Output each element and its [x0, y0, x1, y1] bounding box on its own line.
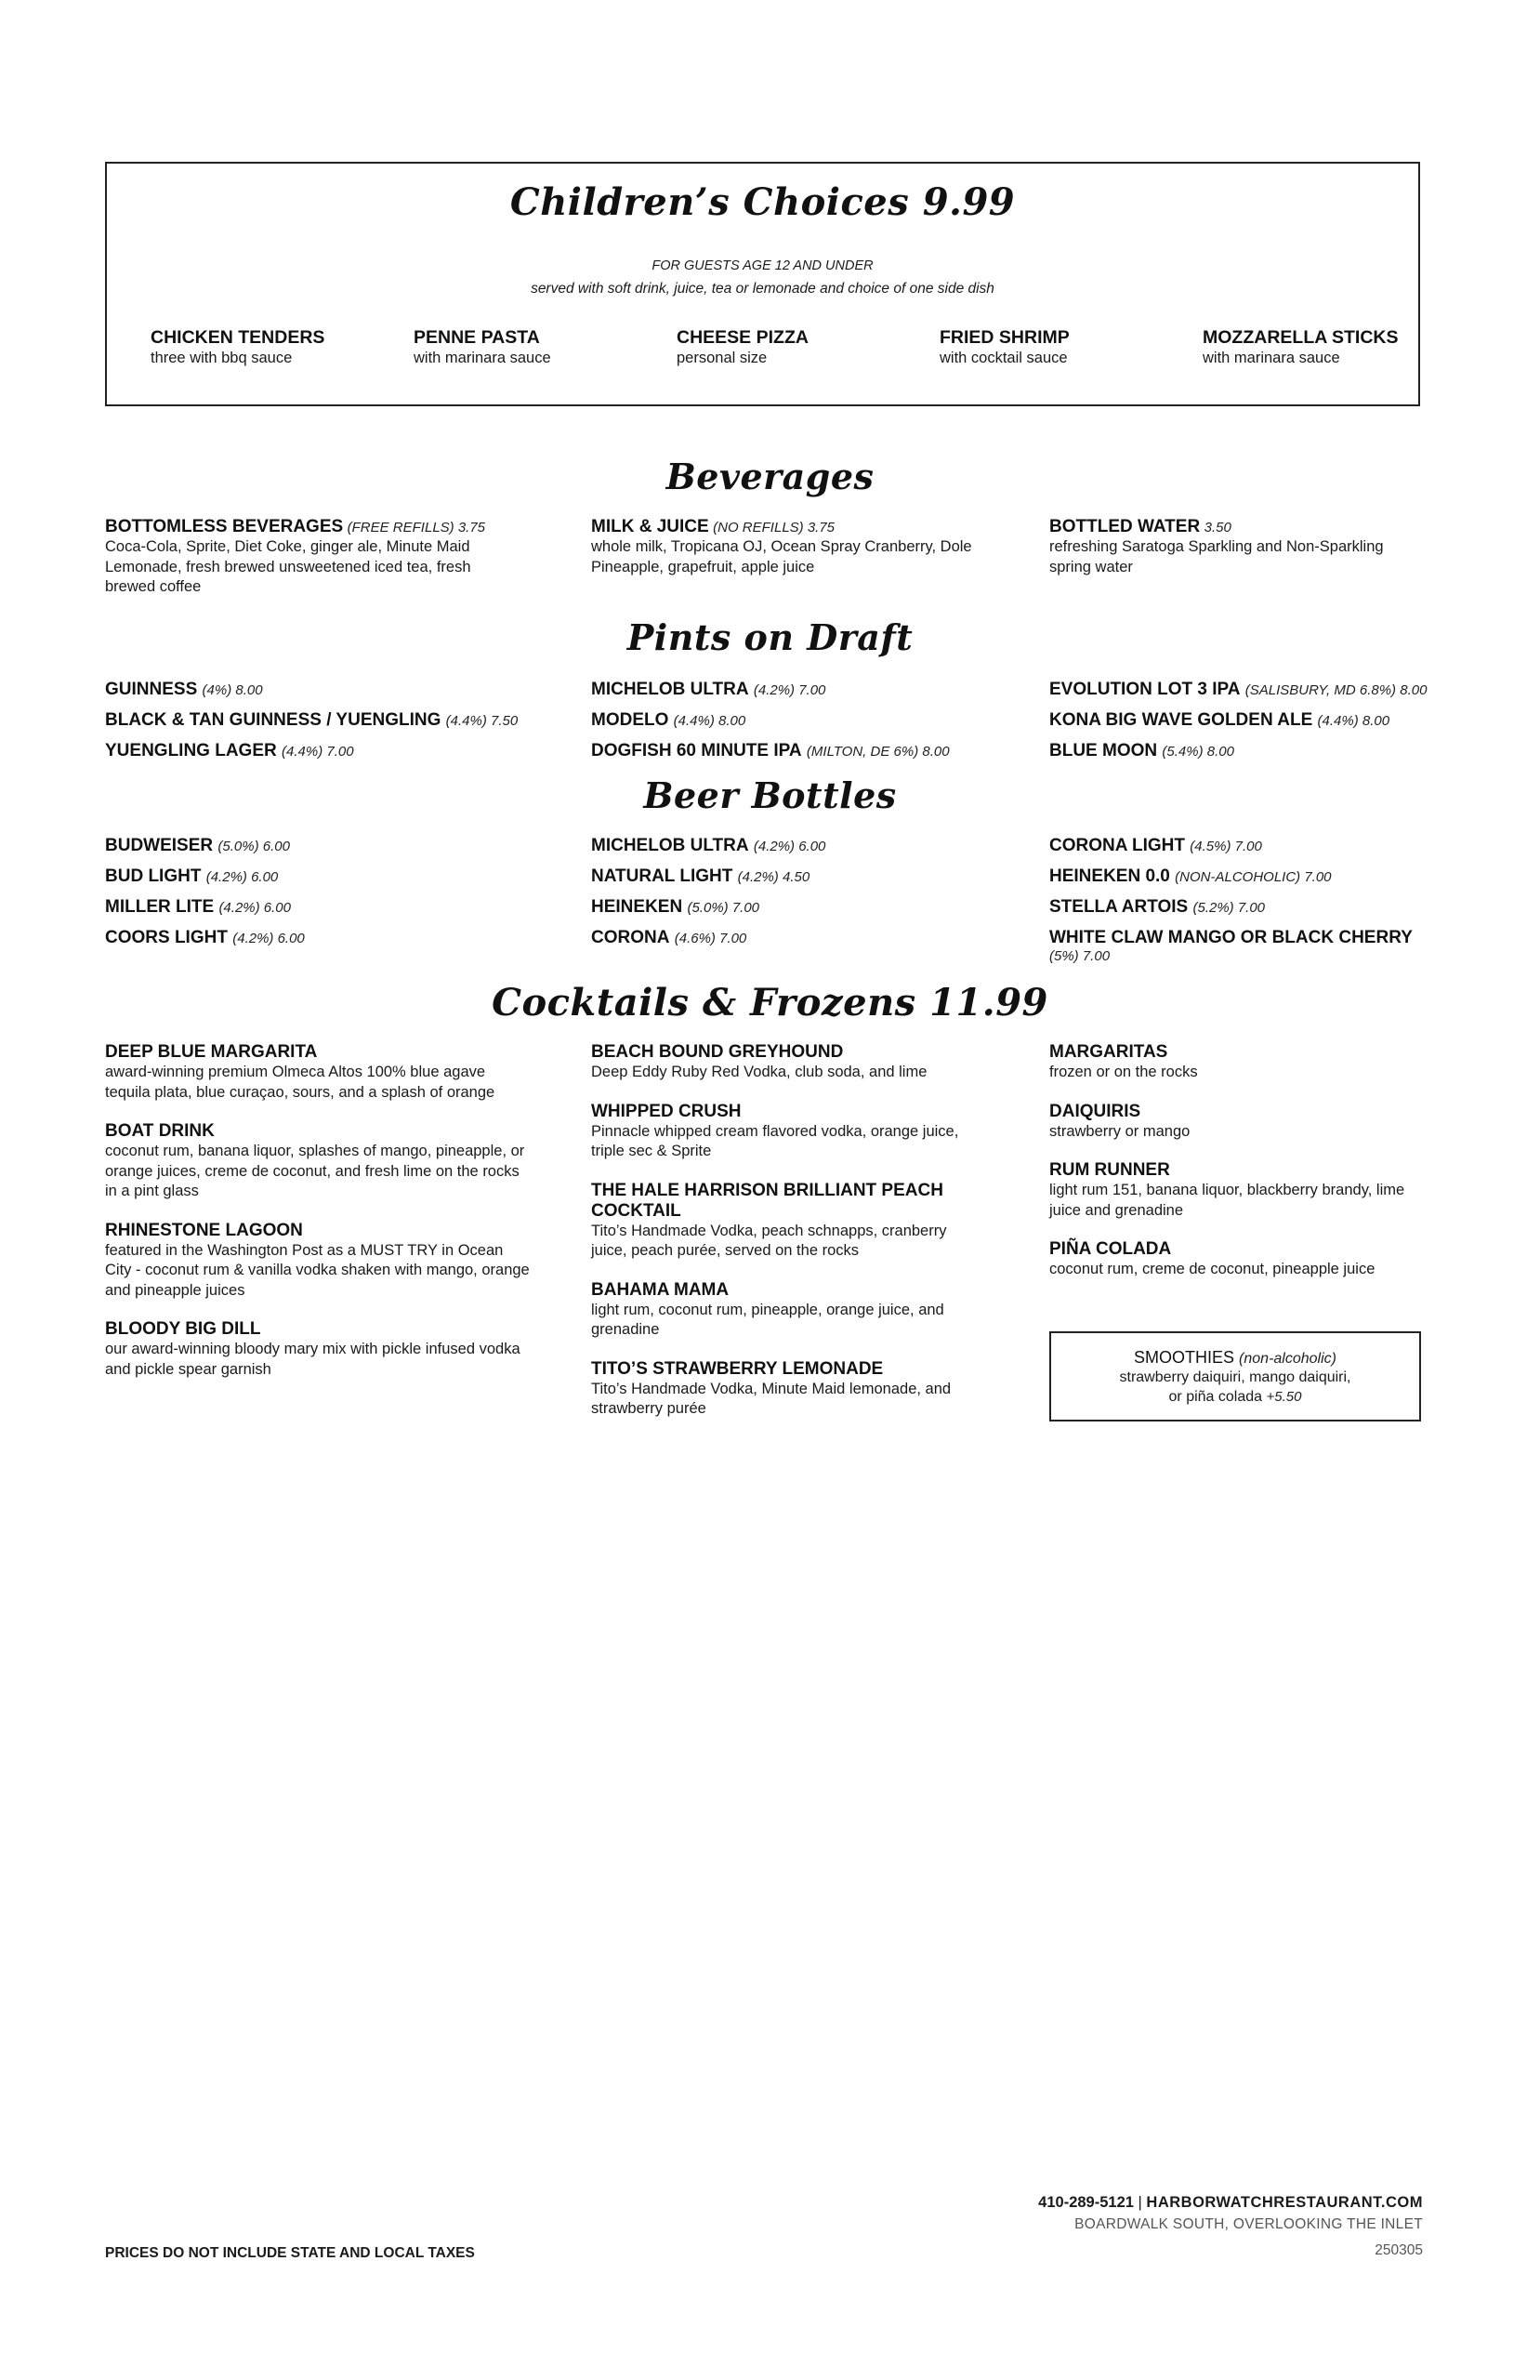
- cocktail-name: BOAT DRINK: [105, 1121, 215, 1141]
- bottle-item: [1049, 836, 1505, 856]
- bottles-column-1: [105, 836, 560, 959]
- kids-item: [151, 327, 401, 369]
- bottle-item: [591, 897, 1046, 918]
- draft-price: (4.4%) 7.50: [445, 713, 519, 729]
- kids-item-desc: personal size: [677, 350, 768, 366]
- beverage-price: (FREE REFILLS) 3.75: [347, 520, 486, 536]
- bottles-column-3: [1049, 836, 1505, 964]
- bottle-price: (4.2%) 6.00: [232, 931, 305, 946]
- footer-website[interactable]: HARBORWATCHRESTAURANT.COM: [1146, 2194, 1423, 2211]
- cocktail-desc: Deep Eddy Ruby Red Vodka, club soda, and lime: [591, 1064, 928, 1080]
- draft-item: [1049, 741, 1505, 761]
- cocktail-desc: light rum 151, banana liquor, blackberry brandy, lime juice and grenadine: [1049, 1182, 1405, 1219]
- smoothies-note: (non-alcoholic): [1239, 1351, 1336, 1367]
- kids-item-name: CHICKEN TENDERS: [151, 327, 325, 348]
- cocktail-item: [105, 1319, 533, 1380]
- bottle-name: WHITE CLAW MANGO OR BLACK CHERRY: [1049, 928, 1413, 947]
- bottle-name: COORS LIGHT: [105, 928, 228, 947]
- cocktail-name: RHINESTONE LAGOON: [105, 1220, 303, 1240]
- cocktail-desc: Tito’s Handmade Vodka, Minute Maid lemonade, and strawberry purée: [591, 1380, 952, 1417]
- bottle-name: MILLER LITE: [105, 897, 215, 917]
- draft-item: [105, 710, 560, 731]
- kids-item: [677, 327, 928, 369]
- cocktail-desc: frozen or on the rocks: [1049, 1064, 1198, 1080]
- draft-name: EVOLUTION LOT 3 IPA: [1049, 680, 1241, 699]
- cocktail-desc: strawberry or mango: [1049, 1122, 1191, 1140]
- kids-item-name: PENNE PASTA: [414, 327, 540, 348]
- cocktail-name: TITO’S STRAWBERRY LEMONADE: [591, 1358, 884, 1379]
- bottle-item: [591, 836, 1046, 856]
- draft-item: [105, 741, 560, 761]
- bottle-price: (4.5%) 7.00: [1190, 839, 1262, 854]
- kids-item: [414, 327, 665, 369]
- bottle-name: NATURAL LIGHT: [591, 866, 733, 886]
- draft-price: (MILTON, DE 6%) 8.00: [806, 744, 950, 760]
- bottles-title: Beer Bottles: [643, 774, 897, 816]
- draft-item: [105, 680, 560, 700]
- bottle-name: BUDWEISER: [105, 836, 214, 855]
- bottle-price: (4.2%) 6.00: [218, 900, 291, 916]
- bottle-item: [1049, 928, 1505, 948]
- beverage-name: BOTTLED WATER: [1049, 517, 1201, 536]
- cocktail-desc: award-winning premium Olmeca Altos 100% blue agave tequila plata, blue curaçao, sours, and a splash of orange: [105, 1064, 495, 1101]
- bottle-item: [105, 897, 560, 918]
- kids-item-name: MOZZARELLA STICKS: [1203, 327, 1399, 348]
- kids-item: [940, 327, 1191, 369]
- draft-name: BLUE MOON: [1049, 741, 1158, 760]
- cocktail-item: [591, 1181, 981, 1262]
- cocktail-desc: featured in the Washington Post as a MUST TRY in Ocean City - coconut rum & vanilla vodka shaken with mango, orange and pineapple juices: [105, 1241, 530, 1299]
- bottles-column-2: [591, 836, 1046, 959]
- kids-item: [1203, 327, 1454, 369]
- bottle-price: (5.0%) 7.00: [687, 900, 760, 916]
- smoothies-desc-2: or piña colada: [1168, 1389, 1263, 1405]
- kids-item-desc: three with bbq sauce: [151, 350, 293, 366]
- kids-item-name: CHEESE PIZZA: [677, 327, 809, 348]
- smoothies-desc-line-2: [1051, 1387, 1419, 1407]
- cocktail-item: [1049, 1239, 1421, 1280]
- bottle-item: [105, 866, 560, 887]
- footer-separator: |: [1138, 2194, 1142, 2211]
- cocktail-name: MARGARITAS: [1049, 1042, 1168, 1062]
- beverage-item: [105, 517, 560, 598]
- cocktails-title: Cocktails & Frozens 11.99: [492, 981, 1048, 1025]
- childrens-choices-title: Children’s Choices 9.99: [509, 180, 1016, 224]
- draft-column-1: [105, 680, 560, 772]
- draft-title: Pints on Draft: [626, 616, 914, 658]
- kids-item-desc: with marinara sauce: [414, 350, 551, 366]
- draft-name: YUENGLING LAGER: [105, 741, 277, 760]
- cocktail-desc: our award-winning bloody mary mix with pickle infused vodka and pickle spear garnish: [105, 1341, 520, 1378]
- smoothies-title-line: [1051, 1348, 1419, 1368]
- draft-price: (4.4%) 8.00: [673, 713, 746, 729]
- beverage-desc: refreshing Saratoga Sparkling and Non-Sparkling spring water: [1049, 538, 1384, 575]
- cocktail-item: [591, 1359, 981, 1420]
- cocktail-name: DEEP BLUE MARGARITA: [105, 1042, 318, 1062]
- bottle-price: (4.2%) 4.50: [737, 869, 810, 885]
- cocktail-desc: coconut rum, creme de coconut, pineapple juice: [1049, 1261, 1375, 1277]
- cocktail-item: [1049, 1160, 1421, 1221]
- bottle-name: HEINEKEN: [591, 897, 683, 917]
- bottle-name: CORONA: [591, 928, 670, 947]
- bottle-price: (4.6%) 7.00: [674, 931, 747, 946]
- footer-contact: [1038, 2194, 1423, 2212]
- beverage-name: BOTTOMLESS BEVERAGES: [105, 517, 344, 536]
- cocktail-item: [105, 1042, 533, 1103]
- draft-item: [1049, 710, 1505, 731]
- draft-price: (4.2%) 7.00: [753, 682, 826, 698]
- smoothies-box: [1049, 1331, 1421, 1421]
- childrens-choices-box: [105, 162, 1420, 406]
- footer-menu-code: 250305: [1375, 2242, 1423, 2258]
- smoothies-price: +5.50: [1266, 1389, 1302, 1405]
- beverage-price: 3.50: [1204, 520, 1231, 536]
- draft-column-3: [1049, 680, 1505, 772]
- draft-name: DOGFISH 60 MINUTE IPA: [591, 741, 802, 760]
- bottle-item: [591, 866, 1046, 887]
- cocktail-item: [591, 1102, 981, 1162]
- cocktail-desc: light rum, coconut rum, pineapple, orange juice, and grenadine: [591, 1301, 944, 1338]
- cocktails-column-3: [1049, 1042, 1421, 1299]
- cocktail-name: BAHAMA MAMA: [591, 1279, 730, 1300]
- draft-name: MODELO: [591, 710, 669, 730]
- bottle-price: (5.2%) 7.00: [1192, 900, 1266, 916]
- draft-column-2: [591, 680, 1046, 772]
- bottle-name: HEINEKEN 0.0: [1049, 866, 1170, 886]
- beverage-desc: Coca-Cola, Sprite, Diet Coke, ginger ale, Minute Maid Lemonade, fresh brewed unsweetened iced tea, fresh brewed coffee: [105, 538, 471, 595]
- draft-price: (SALISBURY, MD 6.8%) 8.00: [1244, 682, 1428, 698]
- bottle-item: [1049, 897, 1505, 918]
- kids-item-desc: with marinara sauce: [1203, 350, 1340, 366]
- beverage-item: [1049, 517, 1505, 577]
- draft-name: MICHELOB ULTRA: [591, 680, 749, 699]
- cocktails-column-2: [591, 1042, 981, 1438]
- cocktail-desc: Tito’s Handmade Vodka, peach schnapps, cranberry juice, peach purée, served on the rocks: [591, 1222, 947, 1259]
- bottle-name: BUD LIGHT: [105, 866, 202, 886]
- draft-price: (4.4%) 8.00: [1317, 713, 1390, 729]
- draft-name: GUINNESS: [105, 680, 198, 699]
- beverage-name: MILK & JUICE: [591, 517, 709, 536]
- cocktail-item: [591, 1280, 981, 1341]
- draft-item: [1049, 680, 1505, 700]
- bottle-price: (5%) 7.00: [1049, 948, 1111, 964]
- bottle-item: [105, 836, 560, 856]
- bottle-price: (4.2%) 6.00: [753, 839, 826, 854]
- cocktail-name: DAIQUIRIS: [1049, 1101, 1141, 1121]
- cocktail-item: [1049, 1042, 1421, 1083]
- draft-name: KONA BIG WAVE GOLDEN ALE: [1049, 710, 1313, 730]
- childrens-age-note: FOR GUESTS AGE 12 AND UNDER: [652, 258, 874, 273]
- beverage-price: (NO REFILLS) 3.75: [713, 520, 836, 536]
- bottle-item: [1049, 866, 1505, 887]
- footer-address: BOARDWALK SOUTH, OVERLOOKING THE INLET: [1074, 2216, 1423, 2232]
- childrens-served-with-note: served with soft drink, juice, tea or lemonade and choice of one side dish: [531, 281, 994, 297]
- draft-item: [591, 741, 1046, 761]
- cocktail-item: [105, 1221, 533, 1302]
- kids-item-desc: with cocktail sauce: [940, 350, 1068, 366]
- cocktail-item: [591, 1042, 981, 1083]
- bottle-item: [591, 928, 1046, 948]
- cocktail-name: WHIPPED CRUSH: [591, 1101, 742, 1121]
- cocktail-desc: Pinnacle whipped cream flavored vodka, orange juice, triple sec & Sprite: [591, 1122, 959, 1159]
- draft-price: (4%) 8.00: [202, 682, 263, 698]
- cocktails-column-1: [105, 1042, 533, 1398]
- draft-name: BLACK & TAN GUINNESS / YUENGLING: [105, 710, 441, 730]
- bottle-price: (5.0%) 6.00: [217, 839, 290, 854]
- cocktail-item: [105, 1121, 533, 1202]
- bottle-name: MICHELOB ULTRA: [591, 836, 749, 855]
- cocktail-name: RUM RUNNER: [1049, 1160, 1170, 1180]
- cocktail-name: THE HALE HARRISON BRILLIANT PEACH COCKTAIL: [591, 1180, 943, 1221]
- smoothies-desc: strawberry daiquiri, mango daiquiri,: [1119, 1369, 1351, 1385]
- draft-price: (4.4%) 7.00: [282, 744, 354, 760]
- beverage-item: [591, 517, 1046, 577]
- footer-tax-note: PRICES DO NOT INCLUDE STATE AND LOCAL TAXES: [105, 2245, 475, 2261]
- draft-price: (5.4%) 8.00: [1162, 744, 1234, 760]
- bottle-item: [105, 928, 560, 948]
- smoothies-title: SMOOTHIES: [1134, 1348, 1235, 1367]
- bottle-price: (NON-ALCOHOLIC) 7.00: [1175, 869, 1332, 885]
- cocktail-desc: coconut rum, banana liquor, splashes of mango, pineapple, or orange juices, creme de coconut, and fresh lime on the rocks in a pint glass: [105, 1143, 525, 1199]
- bottle-price: (4.2%) 6.00: [205, 869, 279, 885]
- cocktail-item: [1049, 1102, 1421, 1143]
- draft-item: [591, 710, 1046, 731]
- kids-item-name: FRIED SHRIMP: [940, 327, 1070, 348]
- bottle-name: CORONA LIGHT: [1049, 836, 1186, 855]
- bottle-name: STELLA ARTOIS: [1049, 897, 1189, 917]
- draft-item: [591, 680, 1046, 700]
- beverages-title: Beverages: [665, 456, 875, 497]
- footer-phone: 410-289-5121: [1038, 2194, 1134, 2211]
- cocktail-name: BEACH BOUND GREYHOUND: [591, 1042, 844, 1062]
- beverage-desc: whole milk, Tropicana OJ, Ocean Spray Cranberry, Dole Pineapple, grapefruit, apple juice: [591, 538, 972, 575]
- cocktail-name: BLOODY BIG DILL: [105, 1319, 261, 1339]
- cocktail-name: PIÑA COLADA: [1049, 1239, 1172, 1259]
